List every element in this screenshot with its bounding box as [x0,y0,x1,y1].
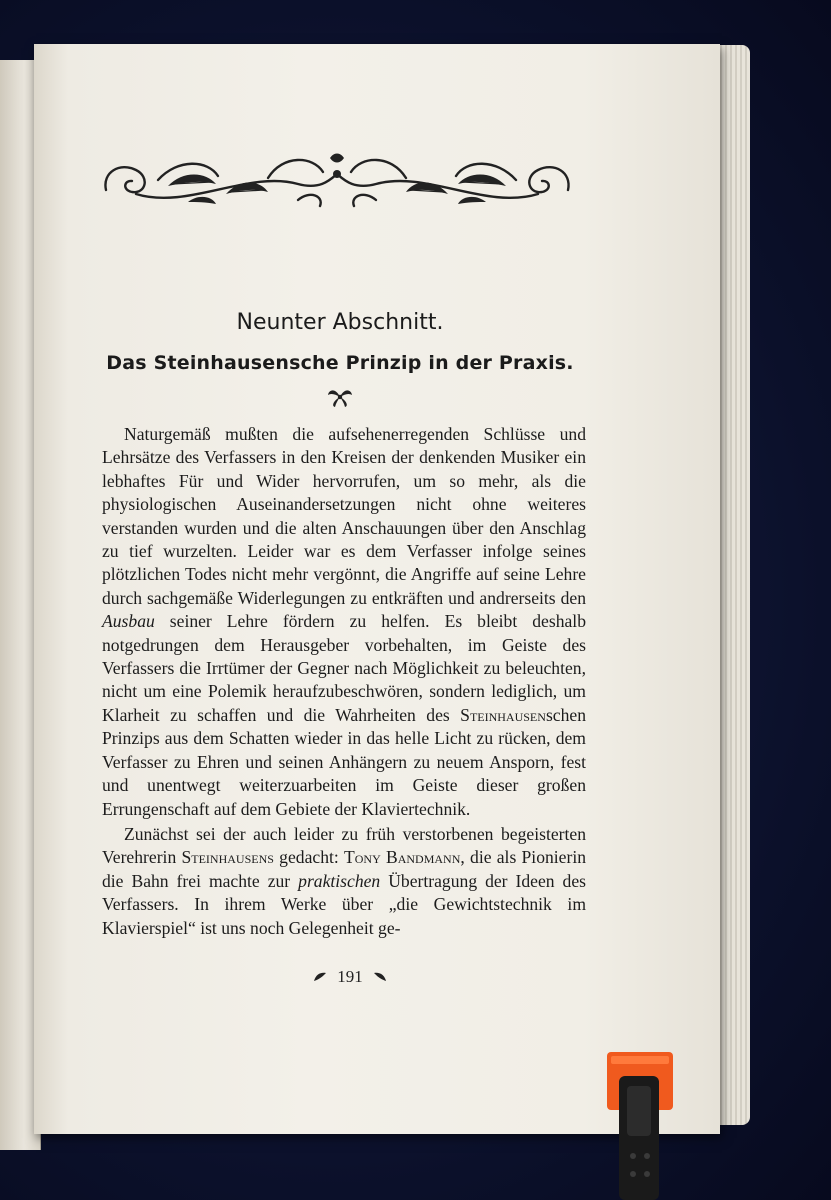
paragraph-2-smallcaps-name: Steinhausens [181,847,274,868]
paragraph-2-text-e: , die als Pionierin die Bahn frei machte zur [102,847,587,891]
paragraph-2-text-a: Zunächst sei der auch leider zu früh verstorbenen begeisterten Verehrerin [102,823,586,868]
paragraph-1-italic-ausbau: Ausbau [102,611,155,632]
paragraph-1-smallcaps-name: Steinhausen [460,704,546,725]
paragraph-2-text-c: gedacht: [273,847,344,868]
page-number: 191 [337,967,363,986]
floral-vine-headpiece-icon [98,150,576,212]
paragraph-1-text-a: Naturgemäß mußten die aufsehenerregenden Schlüsse und Lehrsätze des Verfassers in den Kreisen der denkenden Musiker ein lebhaftes Für und Wider hervorrufen, um so mehr, als die physiologischen Auseinandersetzungen nicht ohne weiteres verstanden wurden und die alten Anschauungen über den Anschlag zu tief wurzelten. Leider war es dem Verfasser infolge seines plötzlichen Todes nicht mehr vergönnt, die Angriffe auf seine Lehre durch sachgemäße Widerlegungen zu entkräften und andrerseits den [102,424,586,608]
section-title: Neunter Abschnitt. [236,310,444,335]
folio-leaf-left-icon [313,971,327,983]
page-folio [300,965,400,989]
paragraph-1-text-c: seiner Lehre fördern zu helfen. Es bleibt deshalb notgedrungen dem Herausgeber vorbehalten, im Geiste des Verfassers die Irrtümer der Gegner nach Möglichkeit zu beleuchten, nicht um eine Polemik heraufzubeschwören, sondern lediglich, um Klarheit zu schaffen und die Wahrheiten des [102,611,586,725]
paragraph-1 [102,423,586,821]
paragraph-2-italic-praktischen: praktischen [298,870,381,891]
chapter-title: Das Steinhausensche Prinzip in der Praxis. [106,352,574,374]
folio-leaf-right-icon [373,971,387,983]
body-text [102,423,586,940]
leaf-fleuron-icon [326,386,354,408]
paragraph-2-smallcaps-bandmann: Tony Bandmann [344,847,461,868]
binder-clip [603,1046,679,1200]
paragraph-1-text-e: schen Prinzips aus dem Schatten wieder in das helle Licht zu rücken, dem Verfasser zu Ehren und seinen Anhängern zu neuem Ansporn, fest und unentwegt weiterzuarbeiten im Geiste dieser großen Errungenschaft auf dem Gebiete der Klaviertechnik. [102,704,586,819]
paragraph-2-text-g: Übertragung der Ideen des Verfassers. In ihrem Werke über „die Gewichtstechnik im Klavierspiel“ ist uns noch Gelegenheit ge- [102,870,586,938]
paragraph-2 [102,823,586,940]
